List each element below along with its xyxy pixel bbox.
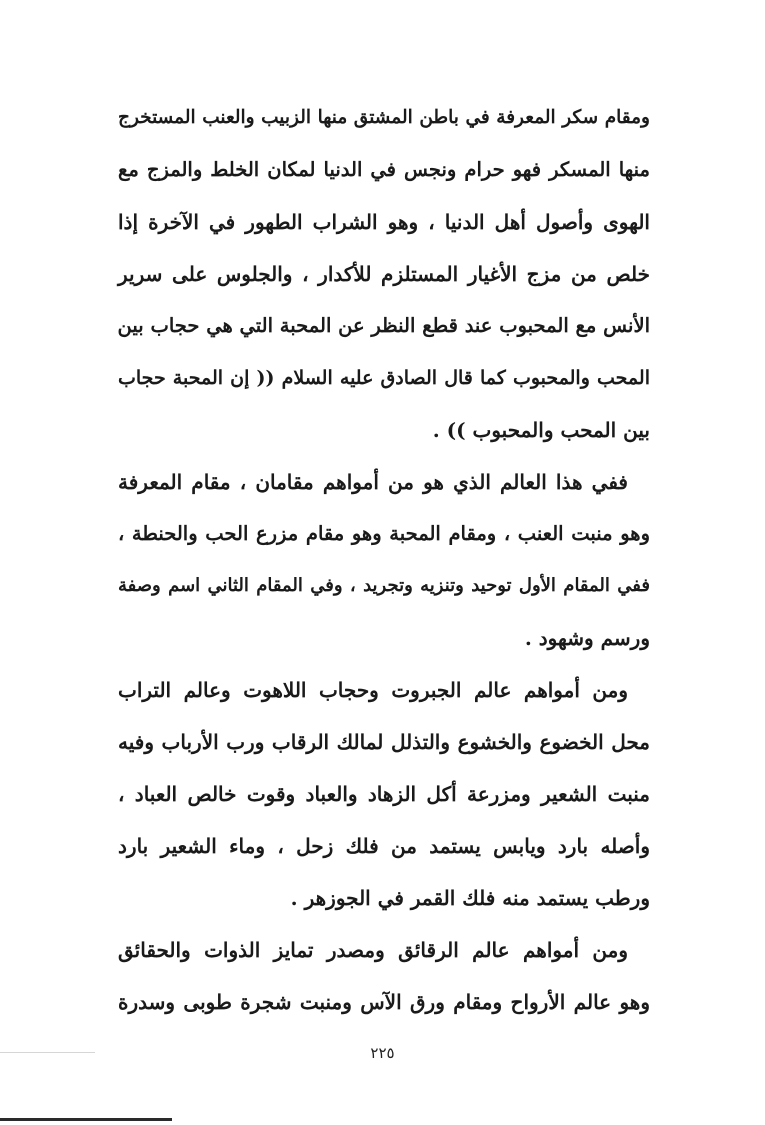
text-line: ومن أمواهم عالم الجبروت وحجاب اللاهوت وعالم التراب <box>118 678 628 702</box>
text-line: منبت الشعير ومزرعة أكل الزهاد والعباد وقوت خالص العباد ، <box>118 782 650 806</box>
paragraph-1 <box>118 92 650 456</box>
paragraph-4 <box>118 924 650 1028</box>
text-line: منها المسكر فهو حرام ونجس في الدنيا لمكان الخلط والمزج مع <box>118 158 650 181</box>
text-line: وأصله بارد ويابس يستمد من فلك زحل ، وماء الشعير بارد <box>118 834 650 858</box>
text-line: ومن أمواهم عالم الرقائق ومصدر تمايز الذوات والحقائق <box>118 938 628 962</box>
text-line: الأنس مع المحبوب عند قطع النظر عن المحبة التي هي حجاب بين <box>117 314 650 337</box>
text-line: ففي هذا العالم الذي هو من أمواهم مقامان ، مقام المعرفة <box>118 470 628 494</box>
text-line: المحب والمحبوب كما قال الصادق عليه السلام (( إن المحبة حجاب <box>118 367 650 389</box>
text-line: محل الخضوع والخشوع والتذلل لمالك الرقاب ورب الأرباب وفيه <box>118 730 650 754</box>
text-line: ومقام سكر المعرفة في باطن المشتق منها الزبيب والعنب المستخرج <box>118 107 650 128</box>
text-line: الهوى وأصول أهل الدنيا ، وهو الشراب الطهور في الآخرة إذا <box>118 210 650 234</box>
text-line: وهو عالم الأرواح ومقام ورق الآس ومنبت شجرة طوبى وسدرة <box>118 990 650 1014</box>
text-line: وهو منبت العنب ، ومقام المحبة وهو مقام مزرع الحب والحنطة ، <box>118 522 650 545</box>
text-line: بين المحب والمحبوب )) . <box>432 418 650 442</box>
text-line: ففي المقام الأول توحيد وتنزيه وتجريد ، وفي المقام الثاني اسم وصفة <box>118 575 650 596</box>
page-number: ٢٢٥ <box>370 1044 395 1062</box>
body-text <box>118 92 650 1028</box>
paragraph-3 <box>118 664 650 924</box>
text-line: ورطب يستمد منه فلك القمر في الجوزهر . <box>290 886 650 910</box>
paragraph-2 <box>118 456 650 664</box>
text-line: خلص من مزج الأغيار المستلزم للأكدار ، والجلوس على سرير <box>118 262 650 286</box>
scan-edge-line <box>0 1118 172 1121</box>
text-line: ورسم وشهود . <box>524 626 650 650</box>
scan-mark <box>0 1052 95 1053</box>
